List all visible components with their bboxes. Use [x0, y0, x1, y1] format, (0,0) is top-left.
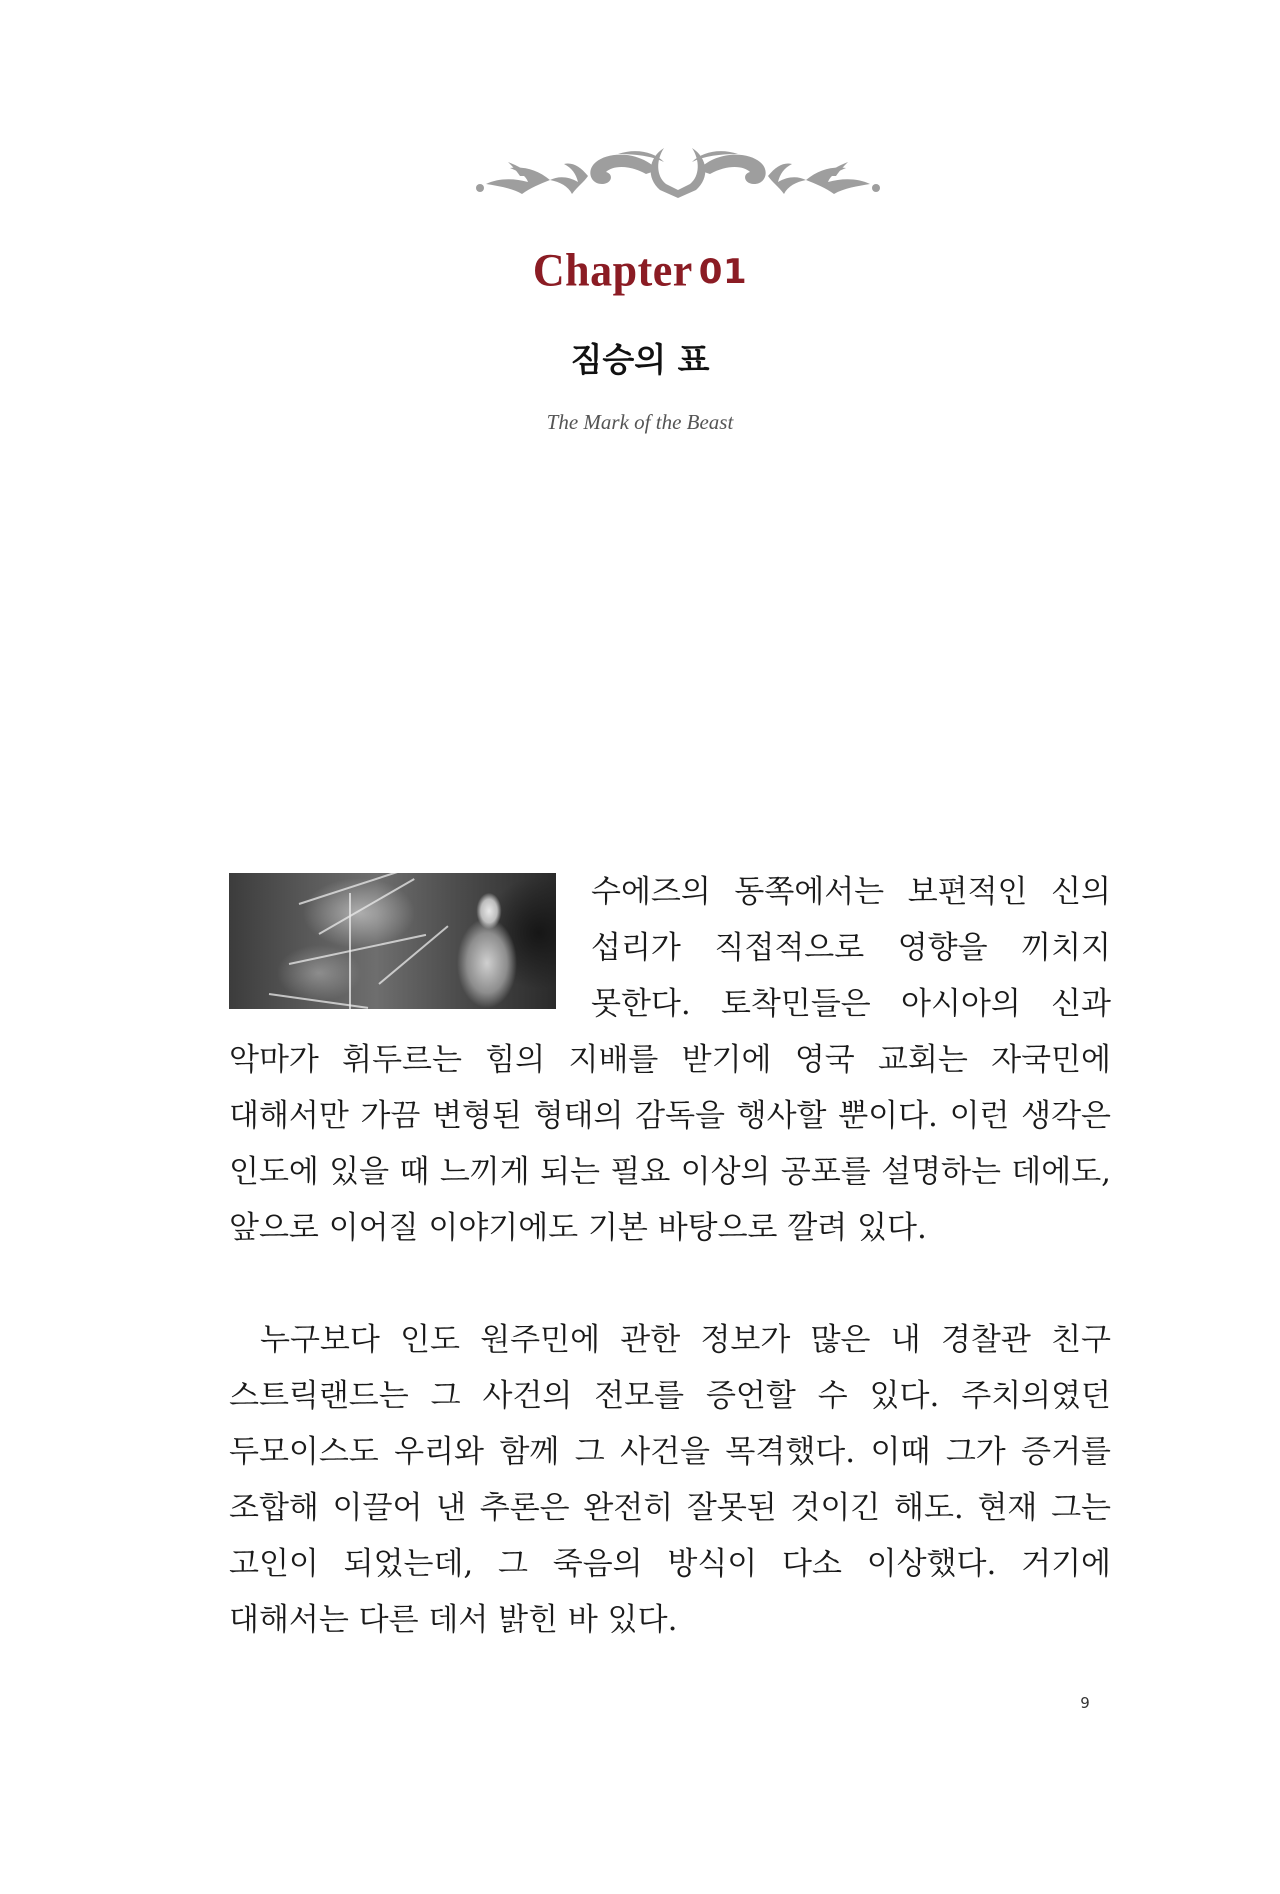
ornament-divider-icon	[468, 140, 888, 200]
page-number: 9	[1080, 1694, 1090, 1712]
chapter-heading	[0, 246, 1280, 297]
chapter-body	[229, 864, 1111, 1648]
chapter-number: 01	[698, 252, 748, 292]
chapter-illustration	[229, 873, 556, 1009]
paragraph-2: 누구보다 인도 원주민에 관한 정보가 많은 내 경찰관 친구 스트릭랜드는 그 사건의 전모를 증언할 수 있다. 주치의였던 두모이스도 우리와 함께 그 사건을 목격했다. 이때 그가 증거를 조합해 이끌어 낸 추론은 완전히 잘못된 것이긴 해도. 현재 그는 고인이 되었는데, 그 죽음의 방식이 다소 이상했다. 거기에 대해서는 다른 데서 밝힌 바 있다.	[229, 1322, 1111, 1638]
chapter-title-korean: 짐승의 표	[570, 340, 710, 379]
paragraph-1: 수에즈의 동쪽에서는 보편적인 신의 섭리가 직접적으로 영향을 끼치지 못한다. 토착민들은 아시아의 신과 악마가 휘두르는 힘의 지배를 받기에 영국 교회는 자국민에 대해서만 가끔 변형된 형태의 감독을 행사할 뿐이다. 이런 생각은 인도에 있을 때 느끼게 되는 필요 이상의 공포를 설명하는 데에도, 앞으로 이어질 이야기에도 기본 바탕으로 깔려 있다.	[229, 874, 1111, 1246]
chapter-title-english: The Mark of the Beast	[546, 410, 734, 434]
chapter-word: Chapter	[532, 244, 693, 297]
